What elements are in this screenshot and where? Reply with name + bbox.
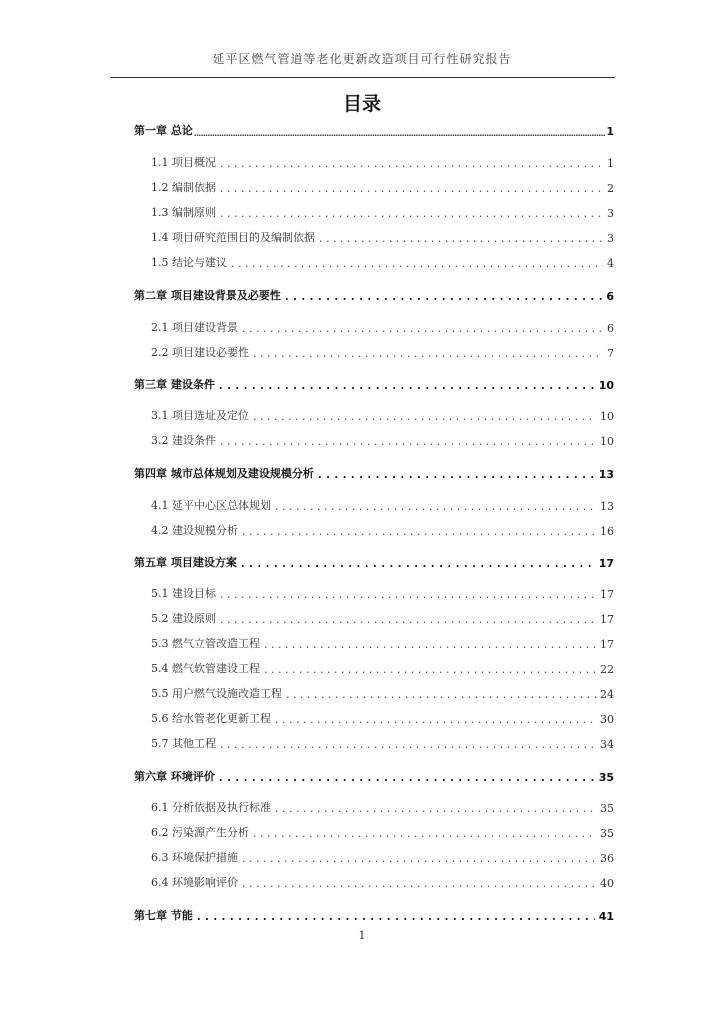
toc-entry-label: 5.6 给水管老化更新工程 [151, 712, 271, 725]
toc-entry-label: 2.2 项目建设必要性 [151, 346, 249, 359]
toc-entry-label: 3.1 项目选址及定位 [151, 409, 249, 422]
toc-entry-page: 17 [598, 557, 614, 570]
page-number: 1 [358, 929, 366, 942]
toc-entry-page: 3 [607, 232, 614, 245]
toc-chapter-entry[interactable] [134, 905, 614, 923]
dot-leader [253, 827, 596, 840]
toc-entry-page: 17 [600, 638, 614, 651]
toc-section-entry[interactable] [151, 202, 614, 220]
toc-chapter-entry[interactable] [134, 120, 614, 138]
dot-leader [220, 588, 596, 601]
dot-leader [275, 500, 596, 513]
dot-leader [219, 379, 595, 392]
toc-entry-label: 6.4 环境影响评价 [151, 876, 238, 889]
toc-entry-page: 35 [600, 827, 614, 840]
dot-leader [253, 347, 603, 360]
header-rule [110, 77, 615, 78]
dot-leader [319, 232, 603, 245]
toc-chapter-entry[interactable] [134, 552, 614, 570]
toc-entry-page: 13 [600, 500, 614, 513]
dot-leader [264, 638, 596, 651]
toc-entry-label: 4.2 建设规模分析 [151, 524, 238, 537]
dot-leader [231, 257, 603, 270]
toc-entry-label: 1.5 结论与建议 [151, 256, 227, 269]
toc-entry-page: 10 [600, 410, 614, 423]
toc-entry-page: 24 [600, 688, 614, 701]
dot-leader [220, 613, 596, 626]
toc-section-entry[interactable] [151, 177, 614, 195]
dot-leader [220, 738, 596, 751]
toc-section-entry[interactable] [151, 430, 614, 448]
toc-entry-label: 第五章 项目建设方案 [134, 556, 237, 569]
toc-entry-page: 17 [600, 588, 614, 601]
toc-entry-label: 第一章 总论 [134, 124, 193, 137]
toc-entry-page: 2 [607, 182, 614, 195]
dot-leader [286, 688, 596, 701]
dot-leader [197, 910, 595, 923]
toc-entry-label: 2.1 项目建设背景 [151, 321, 238, 334]
dot-leader [242, 322, 603, 335]
toc-entry-page: 16 [600, 525, 614, 538]
toc-section-entry[interactable] [151, 520, 614, 538]
toc-entry-page: 6 [606, 290, 614, 303]
toc-entry-label: 1.4 项目研究范围目的及编制依据 [151, 231, 315, 244]
toc-section-entry[interactable] [151, 822, 614, 840]
toc-entry-label: 1.2 编制依据 [151, 181, 216, 194]
toc-entry-label: 6.3 环境保护措施 [151, 851, 238, 864]
toc-entry-page: 35 [598, 771, 614, 784]
dot-leader [253, 410, 596, 423]
toc-chapter-entry[interactable] [134, 285, 614, 303]
toc-entry-page: 1 [607, 157, 614, 170]
dot-leader [242, 877, 596, 890]
toc-section-entry[interactable] [151, 608, 614, 626]
toc-entry-label: 5.4 燃气软管建设工程 [151, 662, 260, 675]
toc-entry-page: 40 [600, 877, 614, 890]
toc-entry-page: 30 [600, 713, 614, 726]
dot-leader [241, 557, 595, 570]
toc-entry-page: 3 [607, 207, 614, 220]
toc-entry-label: 6.2 污染源产生分析 [151, 826, 249, 839]
toc-entry-label: 第二章 项目建设背景及必要性 [134, 289, 281, 302]
toc-section-entry[interactable] [151, 152, 614, 170]
toc-section-entry[interactable] [151, 872, 614, 890]
toc-section-entry[interactable] [151, 708, 614, 726]
toc-entry-label: 5.5 用户燃气设施改造工程 [151, 687, 282, 700]
toc-section-entry[interactable] [151, 317, 614, 335]
dot-leader [194, 128, 606, 138]
dot-leader [220, 207, 603, 220]
dot-leader [220, 182, 603, 195]
dot-leader [318, 468, 595, 481]
toc-section-entry[interactable] [151, 583, 614, 601]
toc-entry-page: 4 [607, 257, 614, 270]
toc-entry-page: 35 [600, 802, 614, 815]
toc-entry-page: 13 [598, 468, 614, 481]
toc-entry-label: 第四章 城市总体规划及建设规模分析 [134, 467, 314, 480]
toc-section-entry[interactable] [151, 683, 614, 701]
toc-entry-page: 34 [600, 738, 614, 751]
toc-entry-page: 6 [607, 322, 614, 335]
toc-entry-label: 5.1 建设目标 [151, 587, 216, 600]
toc-entry-page: 36 [600, 852, 614, 865]
toc-section-entry[interactable] [151, 847, 614, 865]
toc-section-entry[interactable] [151, 658, 614, 676]
dot-leader [242, 852, 596, 865]
toc-entry-label: 3.2 建设条件 [151, 434, 216, 447]
toc-entry-label: 5.3 燃气立管改造工程 [151, 637, 260, 650]
toc-entry-label: 6.1 分析依据及执行标准 [151, 801, 271, 814]
toc-chapter-entry[interactable] [134, 463, 614, 481]
toc-section-entry[interactable] [151, 342, 614, 360]
toc-entry-label: 第七章 节能 [134, 909, 193, 922]
toc-section-entry[interactable] [151, 405, 614, 423]
toc-entry-label: 5.2 建设原则 [151, 612, 216, 625]
toc-entry-page: 17 [600, 613, 614, 626]
toc-section-entry[interactable] [151, 797, 614, 815]
running-header: 延平区燃气管道等老化更新改造项目可行性研究报告 [212, 52, 512, 66]
toc-chapter-entry[interactable] [134, 766, 614, 784]
toc-entry-label: 1.1 项目概况 [151, 156, 216, 169]
dot-leader [220, 157, 603, 170]
toc-entry-page: 1 [606, 125, 614, 138]
dot-leader [285, 290, 603, 303]
toc-section-entry[interactable] [151, 733, 614, 751]
toc-entry-page: 7 [607, 347, 614, 360]
toc-entry-page: 41 [598, 910, 614, 923]
toc-entry-label: 第六章 环境评价 [134, 770, 215, 783]
dot-leader [242, 525, 596, 538]
toc-section-entry[interactable] [151, 633, 614, 651]
toc-entry-label: 1.3 编制原则 [151, 206, 216, 219]
toc-section-entry[interactable] [151, 227, 614, 245]
dot-leader [275, 802, 596, 815]
toc-chapter-entry[interactable] [134, 374, 614, 392]
toc-entry-label: 5.7 其他工程 [151, 737, 216, 750]
dot-leader [264, 663, 596, 676]
toc-entry-label: 4.1 延平中心区总体规划 [151, 499, 271, 512]
toc-entry-page: 10 [600, 435, 614, 448]
page-title: 目录 [342, 93, 381, 115]
toc-entry-label: 第三章 建设条件 [134, 378, 215, 391]
toc-section-entry[interactable] [151, 252, 614, 270]
toc-entry-page: 22 [600, 663, 614, 676]
dot-leader [219, 771, 595, 784]
toc-entry-page: 10 [598, 379, 614, 392]
dot-leader [220, 435, 596, 448]
toc-section-entry[interactable] [151, 495, 614, 513]
dot-leader [275, 713, 596, 726]
